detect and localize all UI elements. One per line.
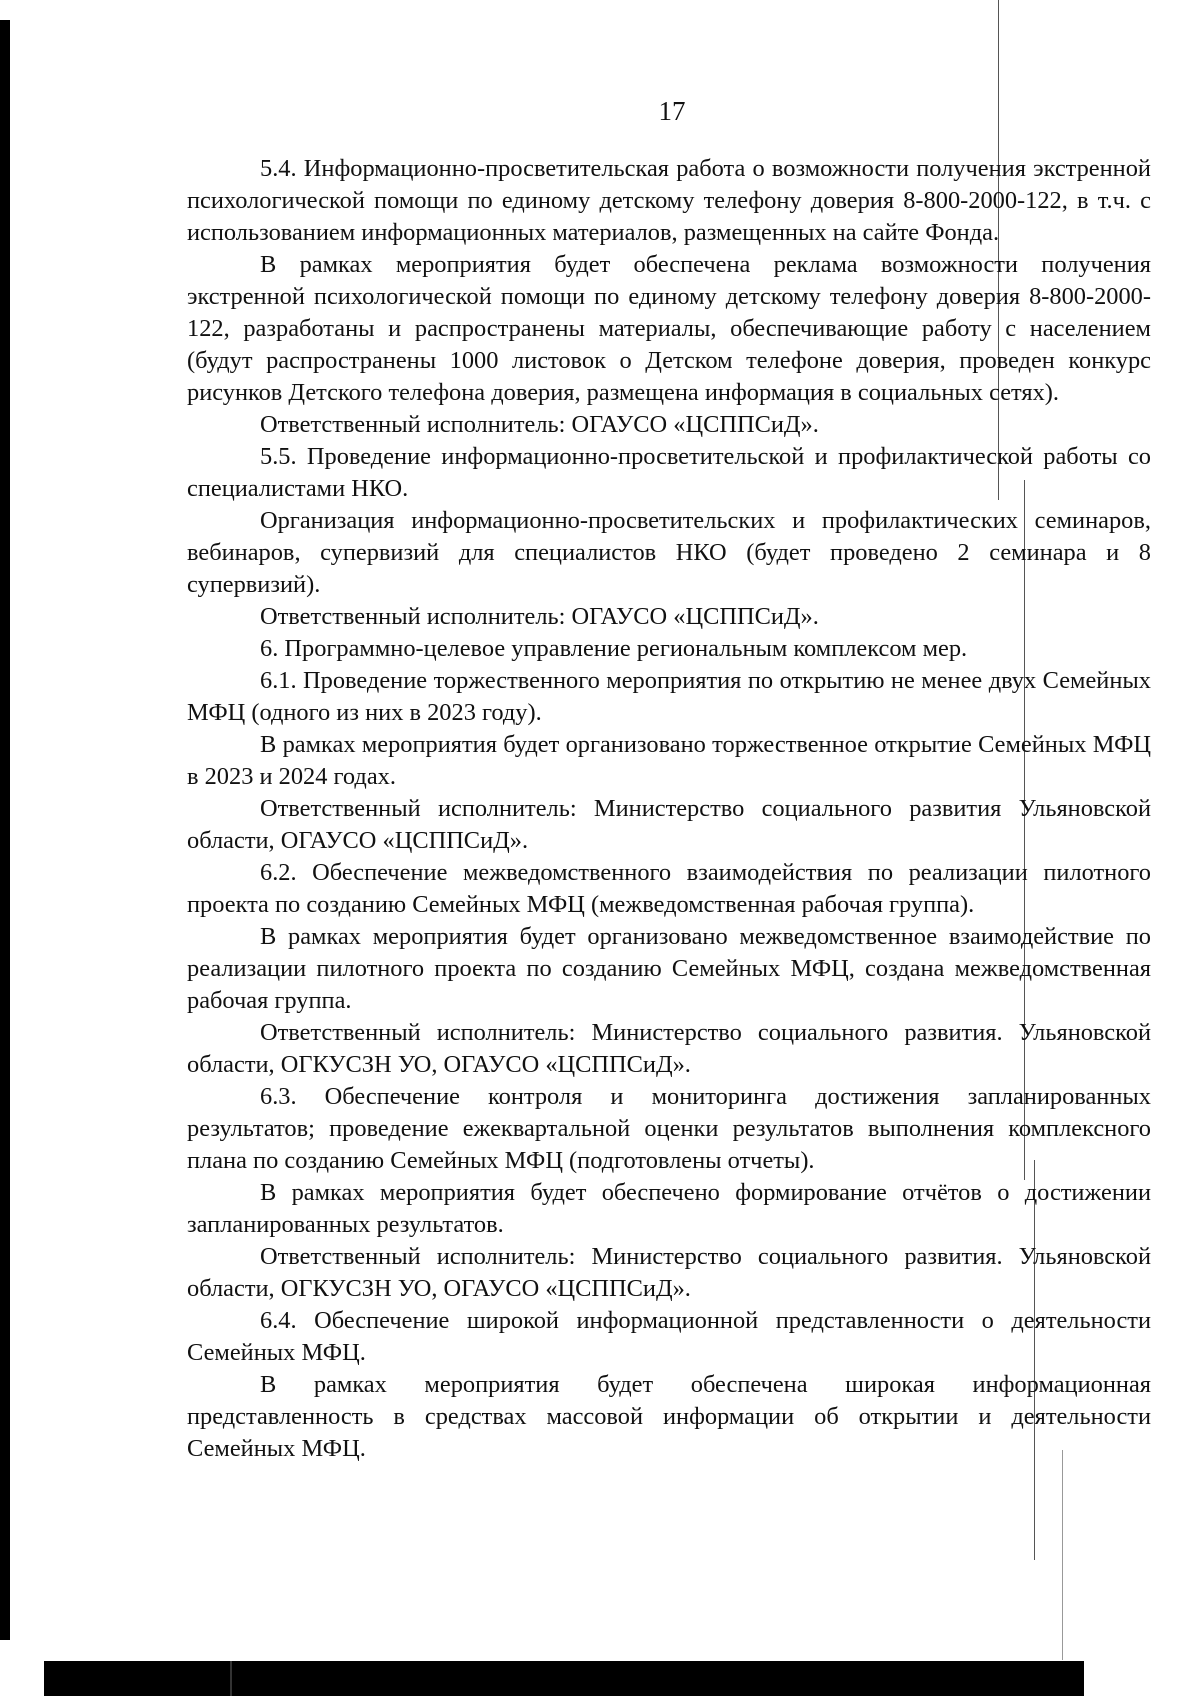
paragraph-6-3: 6.3. Обеспечение контроля и мониторинга достижения запланированных результатов; проведение ежеквартальной оценки результатов выполнения комплексного плана по созданию Семейных МФЦ (подготовлены отчеты). xyxy=(187,1083,1151,1174)
paragraph-6-4: 6.4. Обеспечение широкой информационной представленности о деятельности Семейных МФЦ. xyxy=(187,1307,1151,1366)
paragraph-5-5: 5.5. Проведение информационно-просветительской и профилактической работы со специалистами НКО. xyxy=(187,443,1151,502)
document-body xyxy=(187,153,1151,1465)
scan-left-edge-shadow xyxy=(0,20,10,1640)
paragraph-6-4-description: В рамках мероприятия будет обеспечена широкая информационная представленность в средствах массовой информации об открытии и деятельности Семейных МФЦ. xyxy=(187,1371,1151,1462)
paragraph-5-5-description: Организация информационно-просветительских и профилактических семинаров, вебинаров, супервизий для специалистов НКО (будет проведено 2 семинара и 8 супервизий). xyxy=(187,507,1151,598)
scan-bottom-edge-notch xyxy=(230,1661,232,1696)
paragraph-6-1-description: В рамках мероприятия будет организовано торжественное открытие Семейных МФЦ в 2023 и 2024 годах. xyxy=(187,731,1151,790)
paragraph-5-4-responsible: Ответственный исполнитель: ОГАУСО «ЦСППСиД». xyxy=(260,411,819,438)
paragraph-6-3-responsible: Ответственный исполнитель: Министерство социального развития. Ульяновской области, ОГКУСЗН УО, ОГАУСО «ЦСППСиД». xyxy=(187,1243,1151,1302)
paragraph-6-3-description: В рамках мероприятия будет обеспечено формирование отчётов о достижении запланированных результатов. xyxy=(187,1179,1151,1238)
section-6-heading: 6. Программно-целевое управление региональным комплексом мер. xyxy=(260,635,968,662)
paragraph-6-1: 6.1. Проведение торжественного мероприятия по открытию не менее двух Семейных МФЦ (одного из них в 2023 году). xyxy=(187,667,1151,726)
paragraph-5-4: 5.4. Информационно-просветительская работа о возможности получения экстренной психологической помощи по единому детскому телефону доверия 8-800-2000-122, в т.ч. с использованием информационных материалов, размещенных на сайте Фонда. xyxy=(187,155,1151,246)
paragraph-6-2-responsible: Ответственный исполнитель: Министерство социального развития. Ульяновской области, ОГКУСЗН УО, ОГАУСО «ЦСППСиД». xyxy=(187,1019,1151,1078)
scan-fold-line xyxy=(1062,1450,1063,1660)
paragraph-6-1-responsible: Ответственный исполнитель: Министерство социального развития Ульяновской области, ОГАУСО «ЦСППСиД». xyxy=(187,795,1151,854)
paragraph-6-2: 6.2. Обеспечение межведомственного взаимодействия по реализации пилотного проекта по созданию Семейных МФЦ (межведомственная рабочая группа). xyxy=(187,859,1151,918)
paragraph-5-4-description: В рамках мероприятия будет обеспечена реклама возможности получения экстренной психологической помощи по единому детскому телефону доверия 8-800-2000-122, разработаны и распространены материалы, обеспечивающие работу с населением (будут распространены 1000 листовок о Детском телефоне доверия, проведен конкурс рисунков Детского телефона доверия, размещена информация в социальных сетях). xyxy=(187,251,1151,406)
scan-bottom-edge-shadow xyxy=(44,1661,1084,1696)
paragraph-6-2-description: В рамках мероприятия будет организовано межведомственное взаимодействие по реализации пилотного проекта по созданию Семейных МФЦ, создана межведомственная рабочая группа. xyxy=(187,923,1151,1014)
page-number: 17 xyxy=(658,96,686,126)
paragraph-5-5-responsible: Ответственный исполнитель: ОГАУСО «ЦСППСиД». xyxy=(260,603,819,630)
